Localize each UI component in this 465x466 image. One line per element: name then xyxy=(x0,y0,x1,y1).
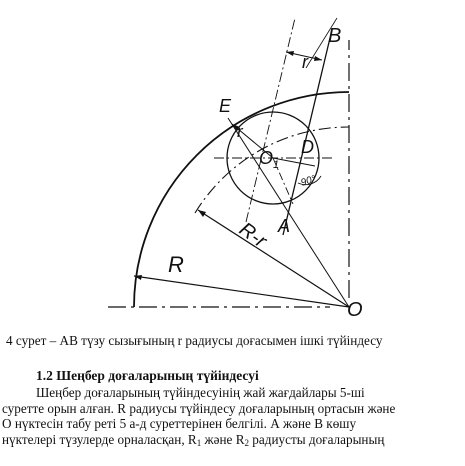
label-A: A xyxy=(278,216,291,236)
radius-to-D xyxy=(273,158,315,166)
arc-radius-R-minus-r xyxy=(195,127,349,213)
label-E: E xyxy=(219,96,232,116)
label-D: D xyxy=(301,137,314,157)
paragraph-line: Шеңбер доғаларының түйіндесуінің жай жағдайлары 5-ші xyxy=(36,385,365,400)
label-R-minus-r: R-r xyxy=(235,218,271,253)
line-O1-to-O xyxy=(198,210,349,307)
line-R xyxy=(134,276,349,307)
label-r-top: r xyxy=(302,52,308,72)
label-O: O xyxy=(347,299,363,321)
label-angle-90: 90° xyxy=(299,173,318,189)
figure-caption: 4 сурет – AB түзу сызығының r радиусы доғасымен ішкі түйіндесу xyxy=(6,333,383,348)
section-title: 1.2 Шеңбер доғаларының түйіндесуі xyxy=(36,368,259,383)
paragraph-line: нүктелері түзулерде орналасқан, $R_1$ және $R_2$ радиусты доғаларының xyxy=(2,431,385,448)
arrow-head xyxy=(314,56,322,61)
label-O1: $O_1$ xyxy=(259,148,280,171)
arrow-head xyxy=(198,210,206,217)
label-R: R xyxy=(168,252,184,277)
paragraph-line: О нүктесін табу реті 5 а-д суреттерінен белгілі. А және В көшу xyxy=(2,416,357,432)
line-E-to-O xyxy=(228,118,349,307)
paragraph-line: суретте орын алған. R радиусы түйіндесу доғаларының ортасын және xyxy=(2,400,396,416)
section-paragraph xyxy=(2,385,462,451)
label-r-inner: r xyxy=(237,122,243,141)
label-B: B xyxy=(328,25,342,47)
